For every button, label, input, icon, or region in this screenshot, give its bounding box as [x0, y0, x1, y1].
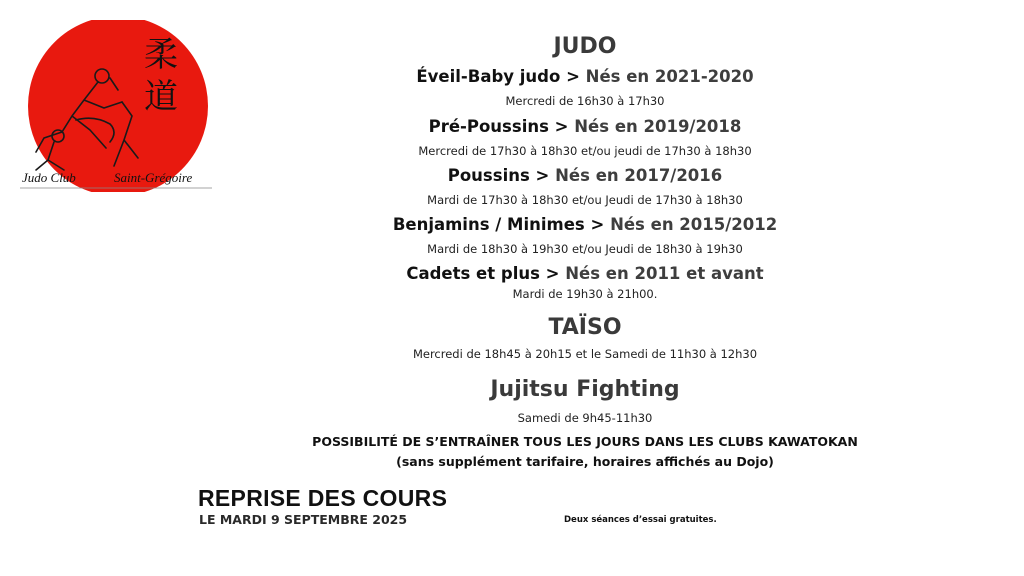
group-name: Benjamins / Minimes >: [392, 215, 605, 234]
schedule-benjamins-minimes: Mardi de 18h30 à 19h30 et/ou Jeudi de 18h30 à 19h30: [427, 242, 743, 256]
judo-title: JUDO: [553, 34, 617, 59]
schedule-eveil-baby: Mercredi de 16h30 à 17h30: [505, 94, 665, 108]
notice-line-1: POSSIBILITÉ DE S’ENTRAÎNER TOUS LES JOURS DANS LES CLUBS KAWATOKAN: [312, 434, 858, 449]
taiso-title: TAÏSO: [548, 315, 622, 340]
group-name: Poussins >: [447, 166, 550, 185]
trial-sessions-note: Deux séances d’essai gratuites.: [564, 515, 717, 525]
group-eveil-baby: [330, 67, 840, 86]
kanji-do: 道: [144, 77, 178, 117]
red-sun-circle: [28, 20, 208, 192]
group-name: Éveil-Baby judo >: [416, 67, 580, 86]
group-pre-poussins: [330, 117, 840, 136]
schedule-jujitsu: Samedi de 9h45-11h30: [517, 411, 653, 425]
group-years: Nés en 2017/2016: [555, 166, 723, 185]
group-years: Nés en 2019/2018: [574, 117, 742, 136]
group-name: Cadets et plus >: [406, 264, 560, 283]
group-years: Nés en 2021-2020: [585, 67, 754, 86]
group-name: Pré-Poussins >: [428, 117, 569, 136]
group-years: Nés en 2015/2012: [610, 215, 778, 234]
kanji-ju: 柔: [144, 35, 178, 75]
schedule-pre-poussins: Mercredi de 17h30 à 18h30 et/ou jeudi de 17h30 à 18h30: [418, 144, 752, 158]
logo-graphic: [14, 20, 214, 192]
schedule-poussins: Mardi de 17h30 à 18h30 et/ou Jeudi de 17h30 à 18h30: [427, 193, 743, 207]
group-poussins: [330, 166, 840, 185]
jujitsu-title: Jujitsu Fighting: [490, 377, 680, 402]
schedule-taiso: Mercredi de 18h45 à 20h15 et le Samedi de 11h30 à 12h30: [412, 347, 758, 361]
reprise-title: REPRISE DES COURS: [198, 485, 448, 511]
club-logo: [14, 20, 214, 192]
group-years: Nés en 2011 et avant: [565, 264, 764, 283]
logo-text-saint-gregoire: Saint-Grégoire: [114, 170, 193, 185]
group-benjamins-minimes: [330, 215, 840, 234]
reprise-date: LE MARDI 9 SEPTEMBRE 2025: [199, 512, 408, 527]
schedule-cadets: Mardi de 19h30 à 21h00.: [512, 287, 658, 301]
logo-text-judo-club: Judo Club: [22, 170, 76, 185]
group-cadets: [330, 264, 840, 283]
notice-line-2: (sans supplément tarifaire, horaires affichés au Dojo): [396, 454, 774, 469]
